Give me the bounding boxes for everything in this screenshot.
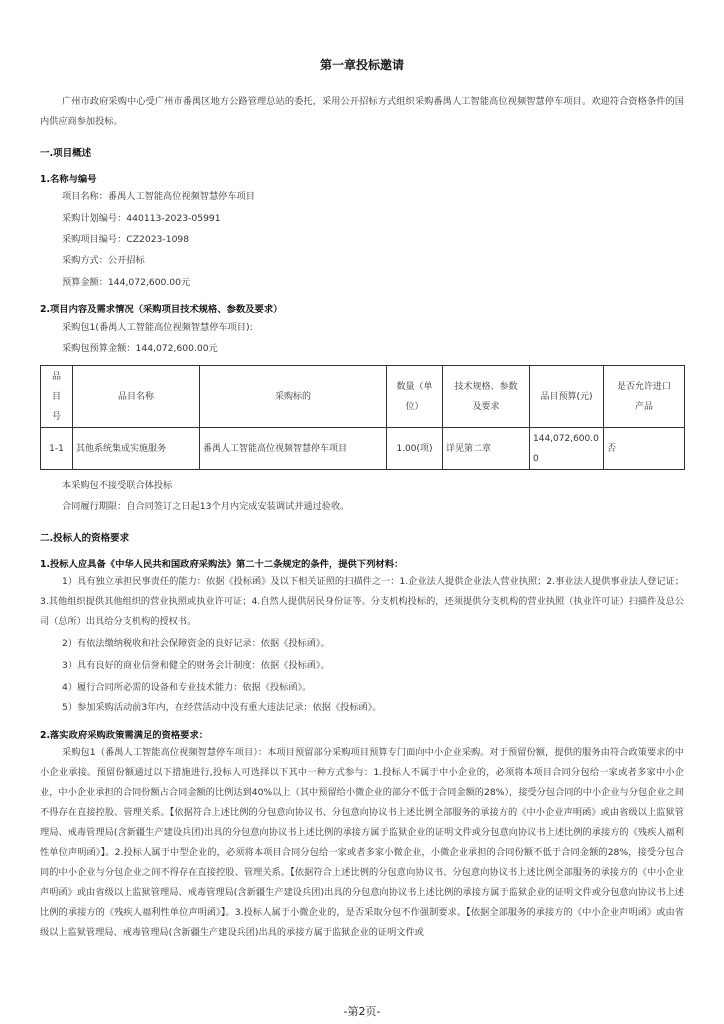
header-item-number: 品目号 [41,366,73,428]
header-import: 是否允许进口产品 [604,366,685,428]
subheading-content-requirements: 2.项目内容及需求情况（采购项目技术规格、参数及要求） [40,304,283,315]
cell-subject: 番禺人工智能高位视频智慧停车项目 [200,428,387,470]
cell-item-name: 其他系统集成实施服务 [73,428,200,470]
cell-quantity: 1.00(项) [387,428,443,470]
header-item-name: 品目名称 [73,366,200,428]
header-subject: 采购标的 [200,366,387,428]
section-heading-overview: 一.项目概述 [40,148,92,159]
qualification-item-2: 2）有依法缴纳税收和社会保障资金的良好记录：依据《投标函》。 [62,638,330,649]
qualification-item-3: 3）具有良好的商业信誉和健全的财务会计制度：依据《投标函》。 [62,660,330,671]
header-budget: 品目预算(元) [530,366,604,428]
project-name-line: 项目名称：番禺人工智能高位视频智慧停车项目 [62,191,255,202]
policy-paragraph: 采购包1（番禺人工智能高位视频智慧停车项目）：本项目预留部分采购项目预算专门面向中小企业采购。对于预留份额，提供的服务由符合政策要求的中小企业承接。预留份额通过以下措施进行,投标人可选择以下其中一种方式参与：1.投标人不属于中小企业的，必须将本项目合同分包给一家或者多家中小企业，中小企业承担的合同份额占合同金额的比例达到40%以上（其中预留给小微企业的部分不低于合同金额的28%），接受分包合同的中小企业与分包企业之间不得存在直接控股、管理关系。【依据符合上述比例的分包意向协议书、分包意向协议书上述比例全部服务的承接方的《中小企业声明函》或由省级以上监狱管理局、戒毒管理局(含新疆生产建设兵团)出具的分包意向协议书上述比例的承接方属于监狱企业的证明文件或分包意向协议书上述比例的承接方的《残疾人福利性单位声明函》】。2.投标人属于中型企业的，必须将本项目合同分包给一家或者多家小微企业，小微企业承担的合同份额不低于合同金额的28%，接受分包合同的中小企业与分包企业之间不得存在直接控股、管理关系。【依据符合上述比例的分包意向协议书、分包意向协议书上述比例全部服务的承接方的《中小企业声明函》或由省级以上监狱管理局、戒毒管理局(含新疆生产建设兵团)出具的分包意向协议书上述比例的承接方属于监狱企业的证明文件或分包意向协议书上述比例的承接方的《残疾人福利性单位声明函》】。3.投标人属于小微企业的，是否采取分包不作强制要求。【依据全部服务的承接方的《中小企业声明函》或由省级以上监狱管理局、戒毒管理局(含新疆生产建设兵团)出具的承接方属于监狱企业的证明文件或 [40,747,684,938]
procurement-method-line: 采购方式：公开招标 [62,255,145,266]
intro-paragraph: 广州市政府采购中心受广州市番禺区地方公路管理总站的委托，采用公开招标方式组织采购番禺人工智能高位视频智慧停车项目。欢迎符合资格条件的国内供应商参加投标。 [40,96,684,127]
contract-period-line: 合同履行期限：自合同签订之日起13个月内完成安装调试并通过验收。 [62,501,350,512]
qualification-item-5: 5）参加采购活动前3年内，在经营活动中没有重大违法记录：依据《投标函》。 [62,702,382,713]
header-spec: 技术规格、参数及要求 [443,366,530,428]
cell-import: 否 [604,428,685,470]
section-heading-qualifications: 二.投标人的资格要求 [40,533,130,544]
header-quantity: 数量（单位） [387,366,443,428]
subheading-policy: 2.落实政府采购政策需满足的资格要求： [40,730,209,741]
cell-spec: 详见第二章 [443,428,530,470]
subheading-conditions: 1.投标人应具备《中华人民共和国政府采购法》第二十二条规定的条件，提供下列材料： [40,559,404,570]
page-number: -第2页- [343,1005,381,1018]
package-line: 采购包1(番禺人工智能高位视频智慧停车项目): [62,322,253,333]
cell-item-number: 1-1 [41,428,73,470]
qualification-item-1: 1）具有独立承担民事责任的能力：依据《投标函》及以下相关证照的扫描件之一：1.企业法人提供企业法人营业执照；2.事业法人提供事业法人登记证；3.其他组织提供其他组织的营业执照或执业许可证；4.自然人提供居民身份证等。分支机构投标的，还须提供分支机构的营业执照（执业许可证）扫描件及总公司（总所）出具给分支机构的授权书。 [40,576,684,627]
package-budget-line: 采购包预算金额：144,072,600.00元 [62,343,218,354]
table-header-row [41,366,685,428]
project-number-line: 采购项目编号：CZ2023-1098 [62,234,190,245]
plan-number-line: 采购计划编号：440113-2023-05991 [62,213,221,224]
no-consortium-line: 本采购包不接受联合体投标 [62,480,173,491]
subheading-name-number: 1.名称与编号 [40,174,97,185]
table-row [41,428,685,470]
qualification-item-4: 4）履行合同所必需的设备和专业技术能力：依据《投标函》。 [62,682,312,693]
budget-line: 预算金额：144,072,600.00元 [62,277,191,288]
items-table [40,365,685,470]
chapter-title: 第一章投标邀请 [319,58,404,72]
cell-budget: 144,072,600.00 [530,428,604,470]
